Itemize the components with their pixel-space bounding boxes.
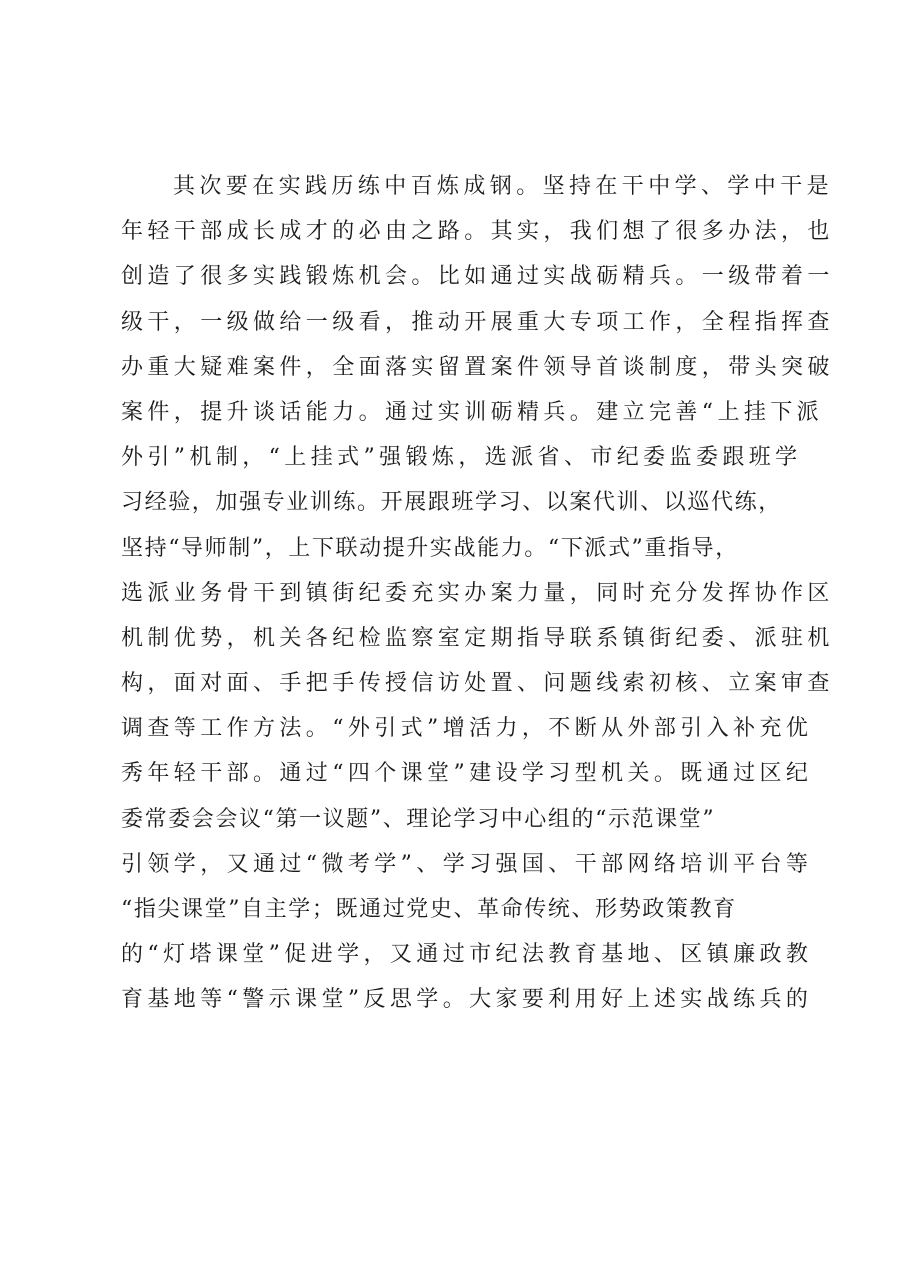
paragraph-line: 其次要在实践历练中百炼成钢。坚持在干中学、学中干是 [173, 174, 834, 199]
paragraph-line: 秀年轻干部。通过“四个课堂”建设学习型机关。既通过区纪 [121, 761, 813, 787]
paragraph-line: 机制优势，机关各纪检监察室定期指导联系镇街纪委、派驻机 [121, 625, 834, 651]
paragraph-line: 育基地等“警示课堂”反思学。大家要利用好上述实战练兵的 [121, 987, 813, 1013]
paragraph-line: 引领学，又通过“微考学”、学习强国、干部网络培训平台等 [121, 851, 813, 877]
paragraph-line: 调查等工作方法。“外引式”增活力，不断从外部引入补充优 [121, 716, 813, 742]
paragraph-line: 习经验，加强专业训练。开展跟班学习、以案代训、以巡代练， [121, 490, 782, 516]
paragraph-line: 选派业务骨干到镇街纪委充实办案力量，同时充分发挥协作区 [121, 580, 834, 606]
paragraph-line: 级干，一级做给一级看，推动开展重大专项工作，全程指挥查 [121, 309, 834, 335]
paragraph-line: 案件，提升谈话能力。通过实训砺精兵。建立完善“上挂下派 [121, 399, 824, 425]
paragraph-line: 外引”机制，“上挂式”强锻炼，选派省、市纪委监委跟班学 [121, 445, 802, 471]
paragraph-line: 委常委会会议“第一议题”、理论学习中心组的“示范课堂” [121, 806, 716, 832]
paragraph-line: 坚持“导师制”，上下联动提升实战能力。“下派式”重指导， [121, 535, 739, 561]
paragraph-line: 年轻干部成长成才的必由之路。其实，我们想了很多办法，也 [121, 219, 834, 245]
paragraph-line: 办重大疑难案件，全面落实留置案件领导首谈制度，带头突破 [121, 354, 834, 380]
paragraph-line: “指尖课堂”自主学；既通过党史、革命传统、形势政策教育 [121, 897, 737, 922]
paragraph-line: 创造了很多实践锻炼机会。比如通过实战砺精兵。一级带着一 [121, 264, 834, 290]
body-paragraph [121, 164, 834, 1023]
paragraph-line: 构，面对面、手把手传授信访处置、问题线索初核、立案审查 [121, 671, 834, 697]
paragraph-line: 的“灯塔课堂”促进学，又通过市纪法教育基地、区镇廉政教 [121, 942, 813, 968]
